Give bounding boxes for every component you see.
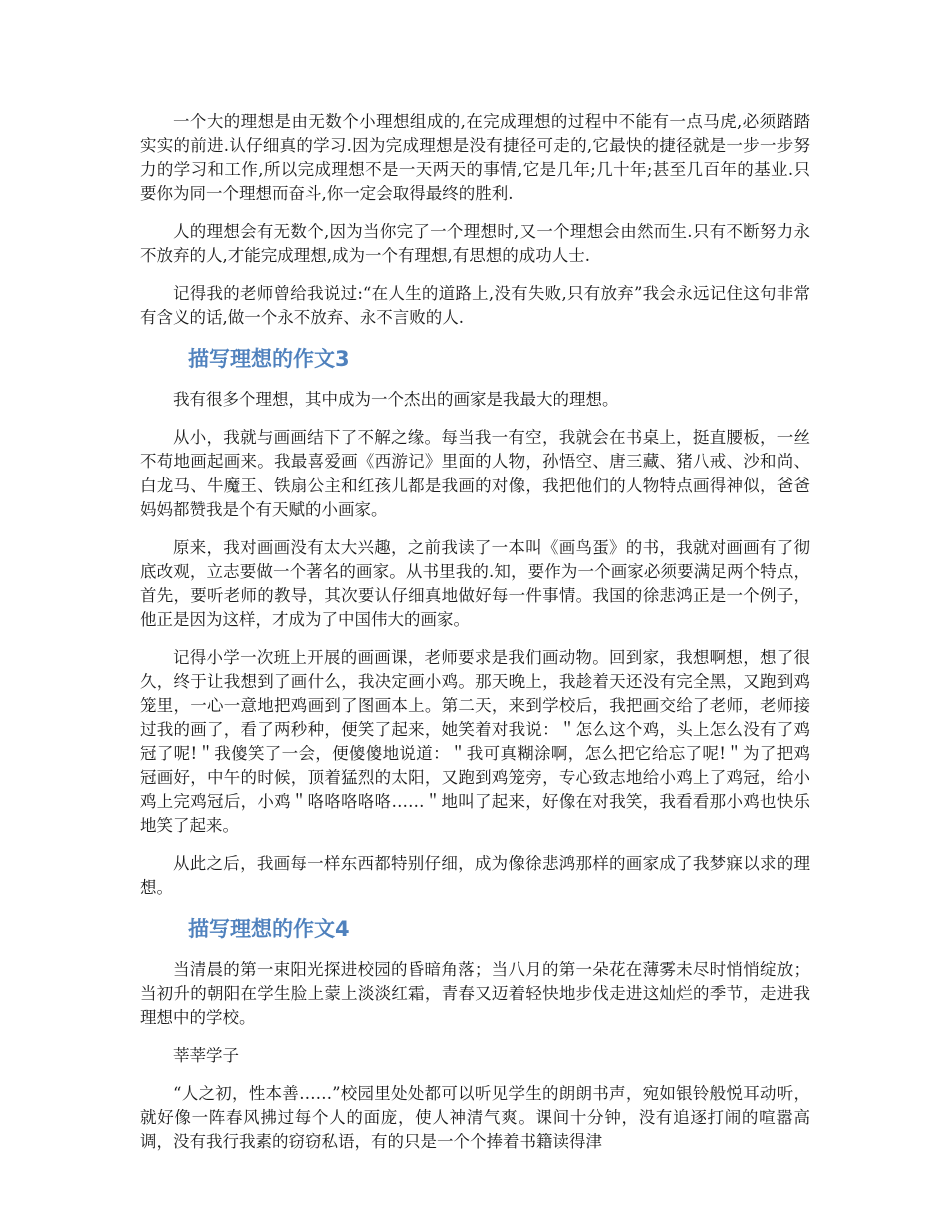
essay-3-heading: 描写理想的作文3 xyxy=(188,347,350,371)
subheading-paragraph: 莘莘学子 xyxy=(173,1046,239,1065)
essay-4-heading: 描写理想的作文4 xyxy=(188,917,350,941)
paragraph: 记得小学一次班上开展的画画课，老师要求是我们画动物。回到家，我想啊想，想了很久，终于让我想到了画什么，我决定画小鸡。那天晚上，我趁着天还没有完全黑，又跑到鸡笼里，一心一意地把鸡画到了图画本上。第二天，来到学校后，我把画交给了老师，老师接过我的画了，看了两秒种，便笑了起来，她笑着对我说：＂怎么这个鸡，头上怎么没有了鸡冠了呢!＂我傻笑了一会，便傻傻地说道：＂我可真糊涂啊，怎么把它给忘了呢!＂为了把鸡冠画好，中午的时候，顶着猛烈的太阳，又跑到鸡笼旁，专心致志地给小鸡上了鸡冠，给小鸡上完鸡冠后，小鸡＂咯咯咯咯咯……＂地叫了起来，好像在对我笑，我看看那小鸡也快乐地笑了起来。 xyxy=(140,648,810,835)
document-content xyxy=(140,110,810,1168)
paragraph: 从此之后，我画每一样东西都特别仔细，成为像徐悲鸿那样的画家成了我梦寐以求的理想。 xyxy=(140,854,810,897)
paragraph: 一个大的理想是由无数个小理想组成的,在完成理想的过程中不能有一点马虎,必须踏踏实实的前进.认仔细真的学习.因为完成理想是没有捷径可走的,它最快的捷径就是一步一步努力的学习和工作,所以完成理想不是一天两天的事情,它是几年;几十年;甚至几百年的基业.只要你为同一个理想而奋斗,你一定会取得最终的胜利. xyxy=(140,112,810,203)
paragraph: 当清晨的第一束阳光探进校园的昏暗角落；当八月的第一朵花在薄雾未尽时悄悄绽放；当初升的朝阳在学生脸上蒙上淡淡红霜，青春又迈着轻快地步伐走进这灿烂的季节，走进我理想中的学校。 xyxy=(140,960,810,1027)
paragraph: 原来，我对画画没有太大兴趣，之前我读了一本叫《画鸟蛋》的书，我就对画画有了彻底改观，立志要做一个著名的画家。从书里我的.知，要作为一个画家必须要满足两个特点，首先，要听老师的教导，其次要认仔细真地做好每一件事情。我国的徐悲鸿正是一个例子，他正是因为这样，才成为了中国伟大的画家。 xyxy=(140,538,810,629)
paragraph: 记得我的老师曾给我说过:“在人生的道路上,没有失败,只有放弃”我会永远记住这句非常有含义的话,做一个永不放弃、永不言败的人. xyxy=(140,284,810,327)
paragraph: 人的理想会有无数个,因为当你完了一个理想时,又一个理想会由然而生.只有不断努力永不放弃的人,才能完成理想,成为一个有理想,有思想的成功人士. xyxy=(140,222,810,265)
paragraph: 从小，我就与画画结下了不解之缘。每当我一有空，我就会在书桌上，挺直腰板，一丝不苟地画起画来。我最喜爱画《西游记》里面的人物，孙悟空、唐三藏、猪八戒、沙和尚、白龙马、牛魔王、铁扇公主和红孩儿都是我画的对像，我把他们的人物特点画得神似，爸爸妈妈都赞我是个有天赋的小画家。 xyxy=(140,428,810,519)
paragraph: 我有很多个理想，其中成为一个杰出的画家是我最大的理想。 xyxy=(173,390,619,409)
paragraph: “人之初，性本善……”校园里处处都可以听见学生的朗朗书声，宛如银铃般悦耳动听，就好像一阵春风拂过每个人的面庞，使人神清气爽。课间十分钟，没有追逐打闹的喧嚣高调，没有我行我素的窃窃私语，有的只是一个个捧着书籍读得津 xyxy=(140,1084,810,1151)
